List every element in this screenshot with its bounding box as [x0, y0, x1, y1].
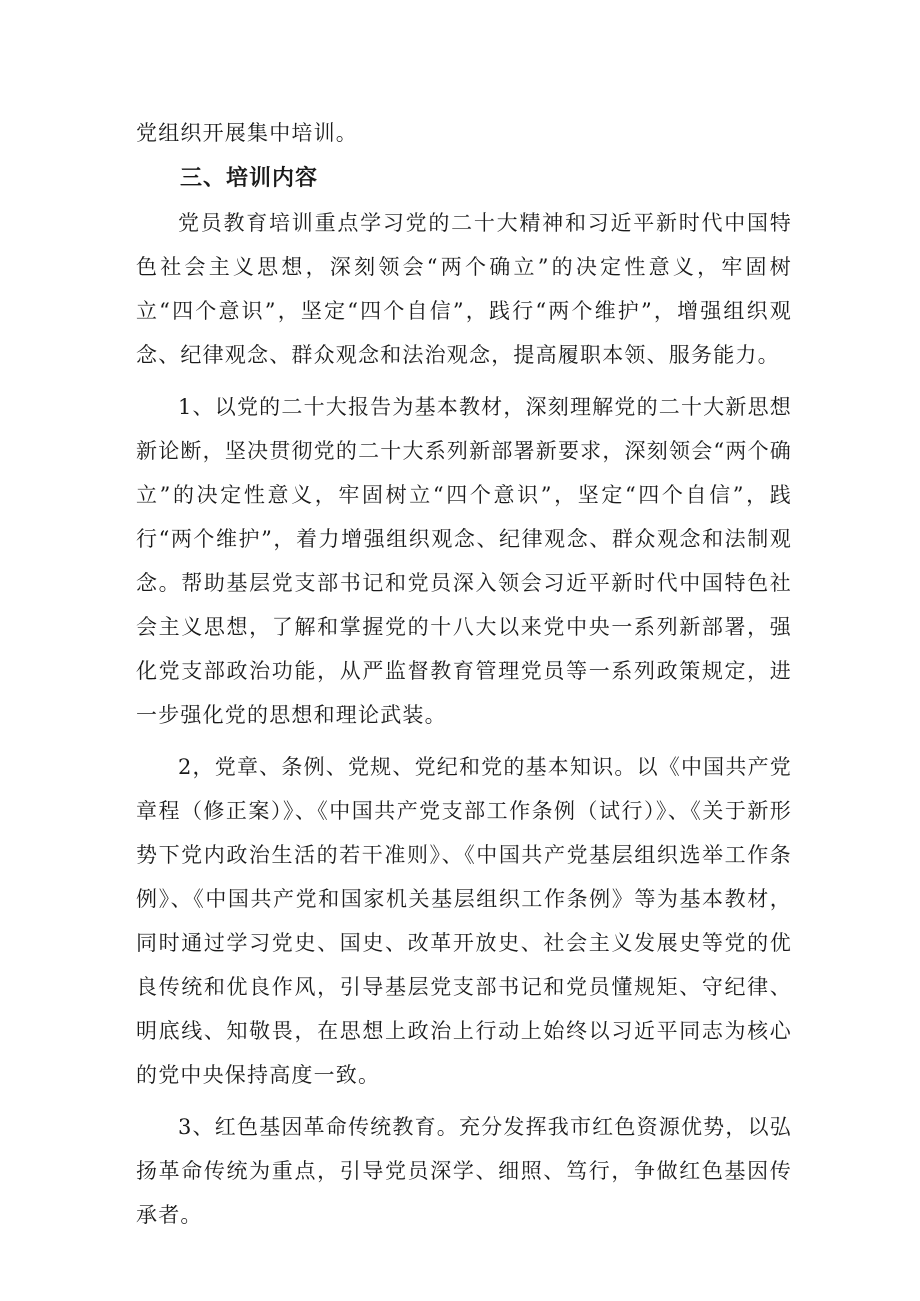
- lead-fragment: 党组织开展集中培训。: [136, 121, 358, 145]
- document-body: [136, 111, 792, 1237]
- intro-paragraph: 党员教育培训重点学习党的二十大精神和习近平新时代中国特色社会主义思想，深刻领会“两个确立”的决定性意义，牢固树立“四个意识”，坚定“四个自信”，践行“两个维护”，增强组织观念、纪律观念、群众观念和法治观念，提高履职本领、服务能力。: [136, 211, 792, 367]
- list-item-3: 3、红色基因革命传统教育。充分发挥我市红色资源优势，以弘扬革命传统为重点，引导党员深学、细照、笃行，争做红色基因传承者。: [136, 1115, 792, 1227]
- list-item-1: 1、以党的二十大报告为基本教材，深刻理解党的二十大新思想新论断，坚决贯彻党的二十大系列新部署新要求，深刻领会“两个确立”的决定性意义，牢固树立“四个意识”，坚定“四个自信”，践行“两个维护”，着力增强组织观念、纪律观念、群众观念和法制观念。帮助基层党支部书记和党员深入领会习近平新时代中国特色社会主义思想，了解和掌握党的十八大以来党中央一系列新部署，强化党支部政治功能，从严监督教育管理党员等一系列政策规定，进一步强化党的思想和理论武装。: [136, 395, 792, 727]
- section-heading: 三、培训内容: [180, 166, 319, 191]
- list-item-2: 2，党章、条例、党规、党纪和党的基本知识。以《中国共产党章程（修正案）》、《中国共产党支部工作条例（试行）》、《关于新形势下党内政治生活的若干准则》、《中国共产党基层组织选举工作条例》、《中国共产党和国家机关基层组织工作条例》等为基本教材，同时通过学习党史、国史、改革开放史、社会主义发展史等党的优良传统和优良作风，引导基层党支部书记和党员懂规矩、守纪律、明底线、知敬畏，在思想上政治上行动上始终以习近平同志为核心的党中央保持高度一致。: [136, 755, 792, 1087]
